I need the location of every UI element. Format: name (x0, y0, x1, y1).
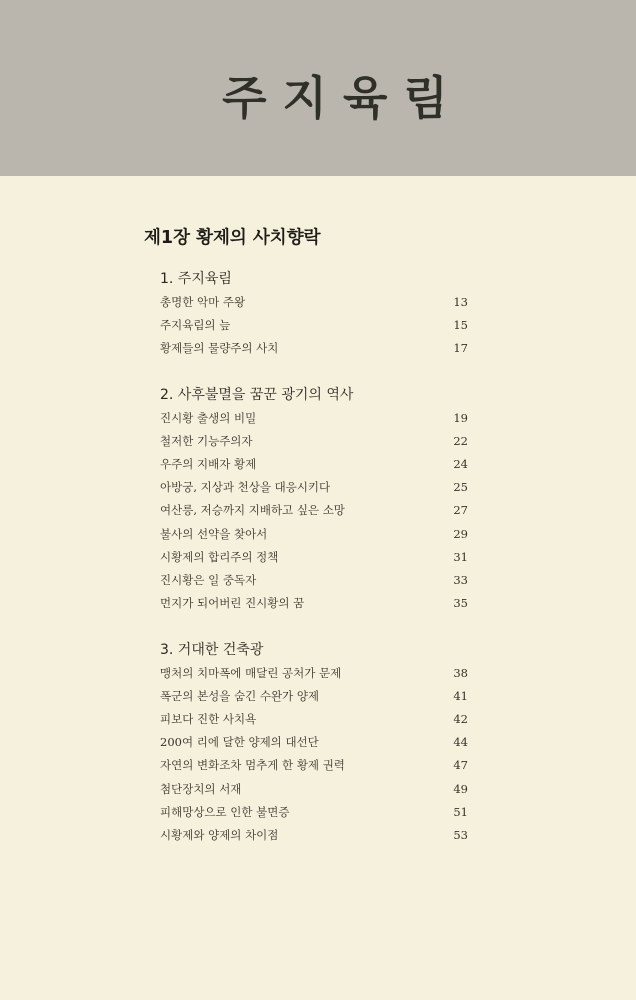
toc-entry[interactable] (160, 545, 468, 568)
entry-title: 아방궁, 지상과 천상을 대응시키다 (160, 480, 331, 495)
entry-title: 피해망상으로 인한 불면증 (160, 804, 290, 819)
entry-page-number: 25 (453, 480, 468, 495)
toc-entry[interactable] (160, 499, 468, 522)
toc-entry[interactable] (160, 707, 468, 730)
entry-title: 총명한 악마 주왕 (160, 294, 246, 309)
toc-entry[interactable] (160, 684, 468, 707)
entry-title: 폭군의 본성을 숨긴 수완가 양제 (160, 688, 320, 703)
page-title: 주지육림 (222, 71, 464, 125)
section-heading: 2. 사후불멸을 꿈꾼 광기의 역사 (160, 387, 354, 403)
entry-title: 200여 리에 달한 양제의 대선단 (160, 735, 319, 750)
entry-title: 진시황 출생의 비밀 (160, 410, 257, 425)
entry-page-number: 44 (453, 735, 468, 750)
toc-entry[interactable] (160, 429, 468, 452)
entry-title: 시황제와 양제의 차이점 (160, 827, 279, 842)
section-heading: 1. 주지육림 (160, 271, 232, 287)
entry-title: 진시황은 일 중독자 (160, 572, 257, 587)
section-heading: 3. 거대한 건축광 (160, 642, 264, 658)
entry-page-number: 29 (453, 526, 468, 541)
toc-entry[interactable] (160, 661, 468, 684)
toc-section-2 (160, 384, 468, 615)
entry-page-number: 53 (453, 827, 468, 842)
entry-page-number: 17 (453, 340, 468, 355)
entry-page-number: 31 (453, 549, 468, 564)
header-band (0, 0, 636, 176)
entry-title: 황제들의 물량주의 사치 (160, 340, 279, 355)
toc-entry[interactable] (160, 336, 468, 359)
entry-title: 맹처의 치마폭에 매달린 공처가 문제 (160, 665, 342, 680)
toc-entry[interactable] (160, 476, 468, 499)
entry-page-number: 15 (453, 317, 468, 332)
entry-title: 불사의 선약을 찾아서 (160, 526, 268, 541)
entry-page-number: 38 (453, 665, 468, 680)
toc-entry[interactable] (160, 592, 468, 615)
toc-entry[interactable] (160, 731, 468, 754)
entry-page-number: 13 (453, 294, 468, 309)
toc-entry[interactable] (160, 406, 468, 429)
entry-title: 여산릉, 저승까지 지배하고 싶은 소망 (160, 503, 345, 518)
entry-title: 주지육림의 늪 (160, 317, 231, 332)
entry-title: 우주의 지배자 황제 (160, 456, 257, 471)
entry-page-number: 19 (453, 410, 468, 425)
entry-page-number: 47 (453, 758, 468, 773)
entry-page-number: 35 (453, 596, 468, 611)
entry-page-number: 51 (453, 804, 468, 819)
toc-entry[interactable] (160, 777, 468, 800)
entry-page-number: 22 (453, 433, 468, 448)
entry-page-number: 41 (453, 688, 468, 703)
entry-title: 철저한 기능주의자 (160, 433, 253, 448)
toc-entry[interactable] (160, 754, 468, 777)
entry-title: 시황제의 합리주의 정책 (160, 549, 279, 564)
toc-entry[interactable] (160, 522, 468, 545)
entry-title: 먼지가 되어버린 진시황의 꿈 (160, 596, 305, 611)
entry-title: 자연의 변화조차 멈추게 한 황제 권력 (160, 758, 345, 773)
entry-page-number: 24 (453, 456, 468, 471)
entry-title: 피보다 진한 사치욕 (160, 711, 257, 726)
entry-page-number: 27 (453, 503, 468, 518)
toc-entry[interactable] (160, 290, 468, 313)
entry-page-number: 49 (453, 781, 468, 796)
toc-entry[interactable] (160, 800, 468, 823)
entry-page-number: 42 (453, 711, 468, 726)
toc-entry[interactable] (160, 313, 468, 336)
chapter-title: 제1장 황제의 사치향락 (144, 228, 321, 248)
toc-section-1 (160, 268, 468, 360)
toc-section-3 (160, 639, 468, 847)
toc-entry[interactable] (160, 823, 468, 846)
entry-title: 첨단장치의 서재 (160, 781, 242, 796)
toc-entry[interactable] (160, 568, 468, 591)
entry-page-number: 33 (453, 572, 468, 587)
toc-entry[interactable] (160, 452, 468, 475)
